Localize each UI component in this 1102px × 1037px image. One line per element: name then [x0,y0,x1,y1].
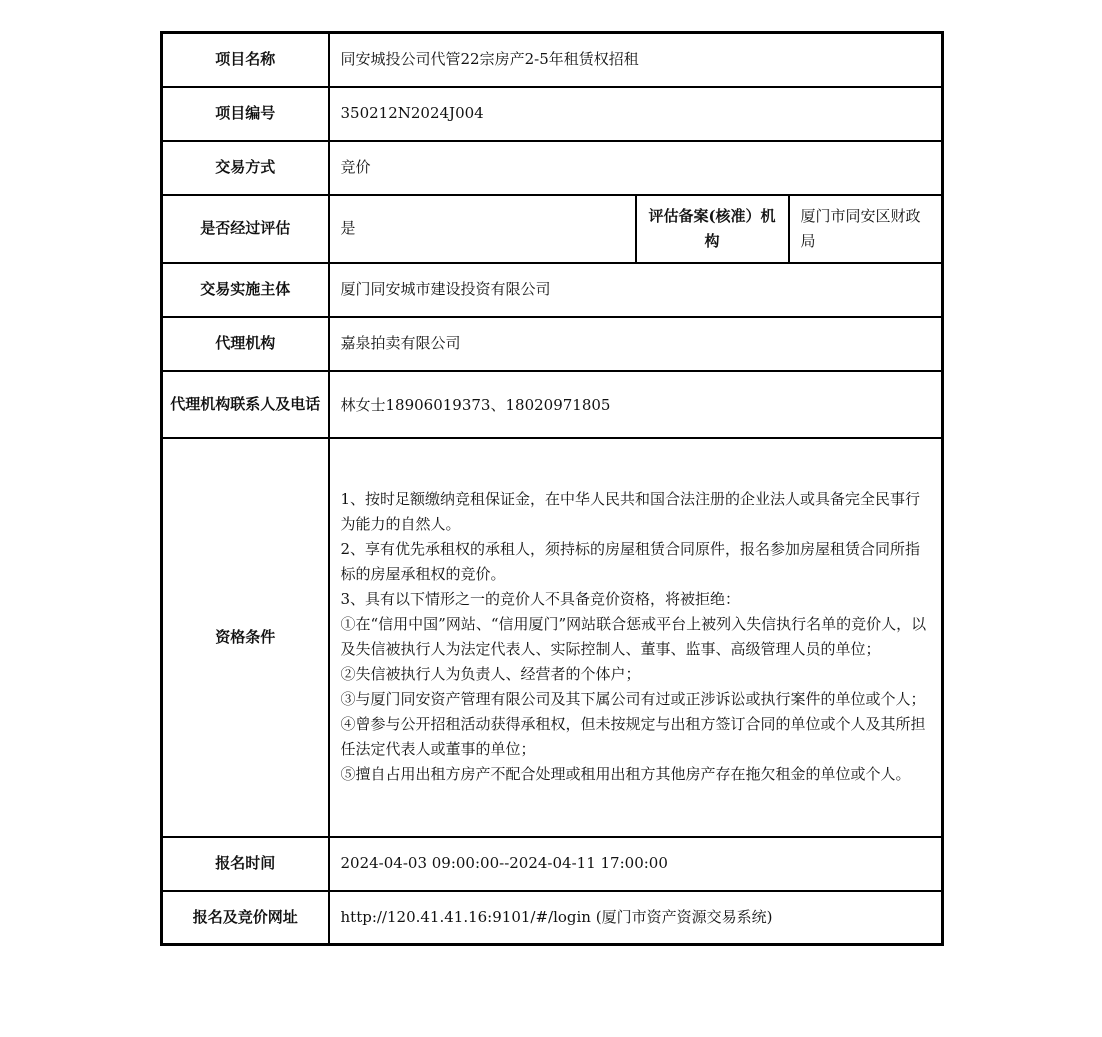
row-agency [162,317,943,371]
trade-method-label: 交易方式 [162,141,329,195]
qualification-item: ②失信被执行人为负责人、经营者的个体户； [340,664,641,683]
project-number-label: 项目编号 [162,87,329,141]
evaluated-value: 是 [329,195,636,263]
project-info-table [160,31,944,946]
project-number-value: 350212N2024J004 [329,87,943,141]
row-agency-contact [162,371,943,438]
agency-contact-value: 林女士18906019373、18020971805 [329,371,943,438]
agency-contact-label: 代理机构联系人及电话 [162,371,329,438]
implementer-value: 厦门同安城市建设投资有限公司 [329,263,943,317]
registration-time-label: 报名时间 [162,837,329,891]
qualification-item: ⑤擅自占用出租方房产不配合处理或租用出租方其他房产存在拖欠租金的单位或个人。 [340,764,911,783]
qualification-list [341,482,932,793]
qualification-label: 资格条件 [162,438,329,837]
qualification-item: ④曾参与公开招租活动获得承租权，但未按规定与出租方签订合同的单位或个人及其所担任法定代表人或董事的单位； [340,714,926,758]
row-registration-url [162,891,943,945]
filing-agency-value: 厦门市同安区财政局 [789,195,943,263]
registration-url-label: 报名及竞价网址 [162,891,329,945]
qualification-item: 1、按时足额缴纳竞租保证金，在中华人民共和国合法注册的企业法人或具备完全民事行为能力的自然人。 [340,489,921,533]
row-trade-method [162,141,943,195]
row-registration-time [162,837,943,891]
trade-method-value: 竞价 [329,141,943,195]
row-project-name [162,33,943,87]
evaluated-label: 是否经过评估 [162,195,329,263]
filing-agency-label: 评估备案(核准）机构 [636,195,789,263]
agency-label: 代理机构 [162,317,329,371]
registration-time-value: 2024-04-03 09:00:00--2024-04-11 17:00:00 [329,837,943,891]
project-name-label: 项目名称 [162,33,329,87]
qualification-item: ①在“信用中国”网站、“信用厦门”网站联合惩戒平台上被列入失信执行名单的竞价人，以及失信被执行人为法定代表人、实际控制人、董事、监事、高级管理人员的单位； [340,614,927,658]
row-project-number [162,87,943,141]
qualification-item: 2、享有优先承租权的承租人，须持标的房屋租赁合同原件，报名参加房屋租赁合同所指标的房屋承租权的竞价。 [340,539,921,583]
row-qualification [162,438,943,837]
qualification-item: ③与厦门同安资产管理有限公司及其下属公司有过或正涉诉讼或执行案件的单位或个人； [340,689,926,708]
registration-url-value[interactable]: http://120.41.41.16:9101/#/login (厦门市资产资源交易系统) [329,891,943,945]
row-implementer [162,263,943,317]
implementer-label: 交易实施主体 [162,263,329,317]
project-name-value: 同安城投公司代管22宗房产2-5年租赁权招租 [329,33,943,87]
qualification-value [329,438,943,837]
row-evaluated [162,195,943,263]
qualification-item: 3、具有以下情形之一的竞价人不具备竞价资格，将被拒绝： [340,589,741,608]
agency-value: 嘉泉拍卖有限公司 [329,317,943,371]
